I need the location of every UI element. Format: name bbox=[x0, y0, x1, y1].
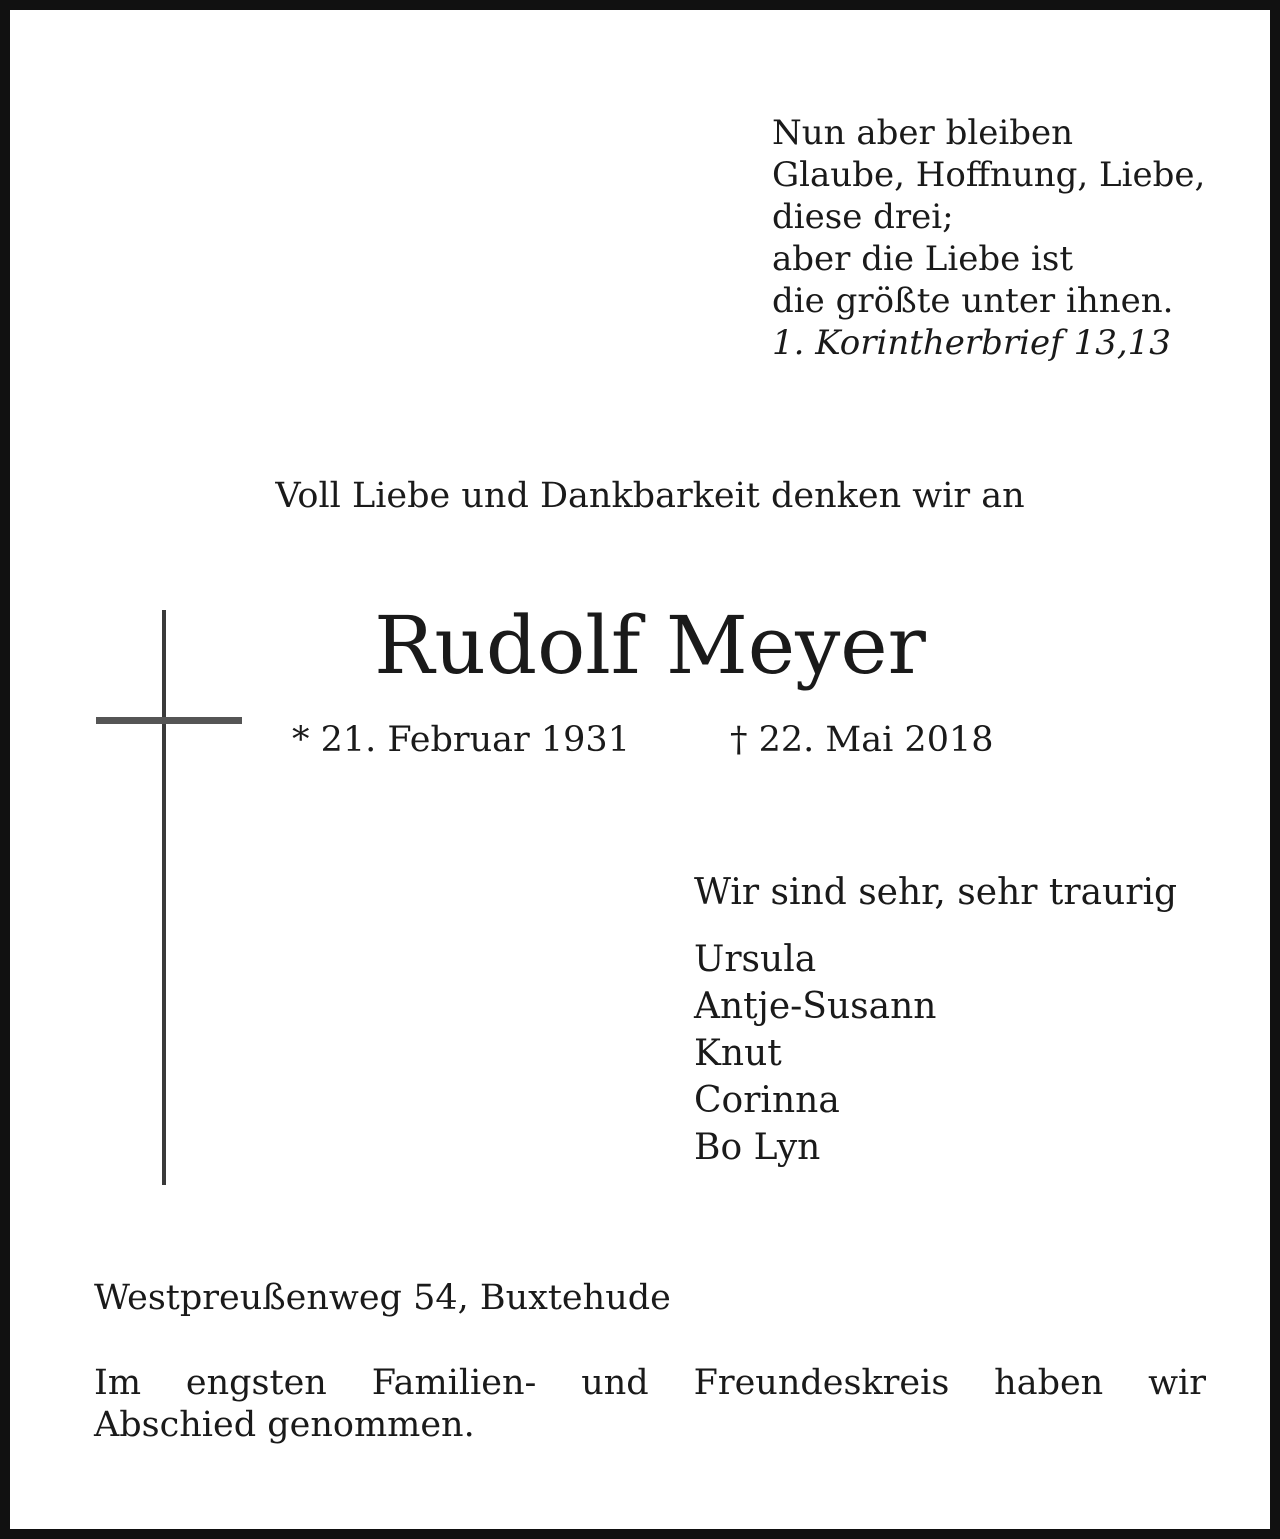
intro-text bbox=[10, 476, 1280, 516]
verse-line: Nun aber bleiben bbox=[772, 113, 1073, 153]
farewell-note bbox=[94, 1362, 1206, 1446]
cross-icon-bar bbox=[96, 717, 242, 724]
verse-line: Glaube, Hoffnung, Liebe, bbox=[772, 155, 1206, 195]
intro-label: Voll Liebe und Dankbarkeit denken wir an bbox=[275, 476, 1025, 516]
mourners-heading: Wir sind sehr, sehr traurig bbox=[694, 872, 1178, 913]
birth-date: * 21. Februar 1931 bbox=[292, 720, 630, 760]
mourners-list bbox=[694, 936, 936, 1171]
address: Westpreußenweg 54, Buxtehude bbox=[94, 1278, 671, 1318]
death-date: † 22. Mai 2018 bbox=[730, 720, 994, 760]
mourner-name: Ursula bbox=[694, 939, 817, 980]
verse-line: aber die Liebe ist bbox=[772, 239, 1074, 279]
mourner-name: Bo Lyn bbox=[694, 1127, 821, 1168]
deceased-name: Rudolf Meyer bbox=[374, 599, 926, 692]
verse-line: diese drei; bbox=[772, 197, 954, 237]
mourner-name: Knut bbox=[694, 1033, 782, 1074]
farewell-note-line: Im engsten Familien- und Freundeskreis haben wir bbox=[94, 1363, 1206, 1403]
mourner-name: Corinna bbox=[694, 1080, 840, 1121]
cross-icon bbox=[162, 610, 166, 1185]
farewell-note-line: Abschied genommen. bbox=[94, 1405, 475, 1445]
verse-source: 1. Korintherbrief 13,13 bbox=[772, 323, 1171, 363]
verse-line: die größte unter ihnen. bbox=[772, 281, 1174, 321]
bible-verse bbox=[772, 112, 1205, 364]
mourner-name: Antje-Susann bbox=[694, 986, 937, 1027]
